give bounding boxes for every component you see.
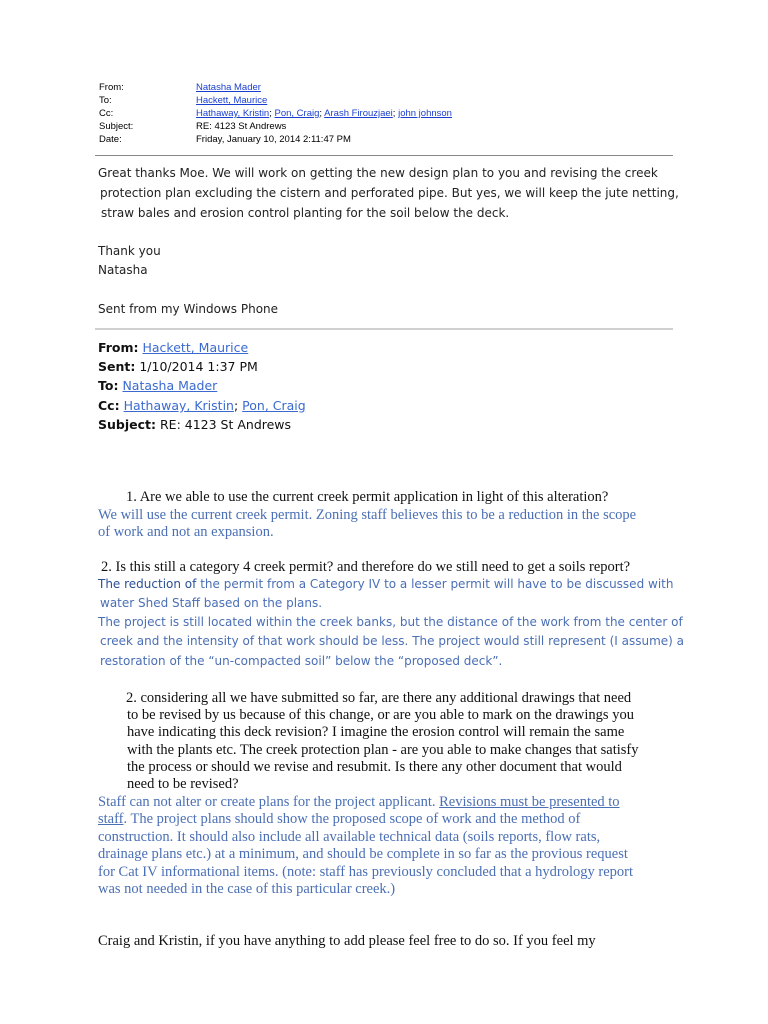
header-cc-link[interactable]: Hathaway, Kristin [196, 108, 270, 119]
question-3-line: have indicating this deck revision? I imagine the erosion control will remain the same [127, 724, 625, 740]
cc-separator: ; [392, 108, 399, 119]
answer-3-underlined: staff [98, 811, 124, 827]
reply-line: Great thanks Moe. We will work on getting the new design plan to you and revising the creek [98, 166, 658, 180]
answer-3-line [98, 794, 620, 811]
reply-thanks: Thank you [98, 244, 161, 258]
question-3-line: 2. considering all we have submitted so far, are there any additional drawings that need [126, 690, 632, 706]
header-date-value: Friday, January 10, 2014 2:11:47 PM [196, 134, 351, 145]
quoted-cc-row [98, 398, 306, 413]
quoted-to-row [98, 378, 217, 393]
header-date-label: Date: [99, 134, 122, 145]
quoted-subject-row [98, 417, 291, 432]
quoted-from-row [98, 340, 248, 355]
question-3-line: need to be revised? [127, 776, 239, 792]
quoted-cc-label: Cc: [98, 398, 120, 413]
quoted-sent-row [98, 359, 258, 374]
quoted-from-label: From: [98, 340, 139, 355]
answer-1-line: We will use the current creek permit. Zoning staff believes this to be a reduction in the scope [98, 507, 637, 523]
answer-2-line: creek and the intensity of that work should be less. The project would still represent (I assume) a [100, 634, 684, 648]
answer-3-line [98, 811, 580, 828]
answer-2-line: The project is still located within the creek banks, but the distance of the work from the center of [98, 615, 683, 629]
reply-signature: Natasha [98, 263, 148, 277]
header-subject-label: Subject: [99, 121, 134, 132]
quoted-cc-link[interactable]: Pon, Craig [242, 398, 306, 413]
reply-line: straw bales and erosion control planting for the soil below the deck. [101, 206, 510, 220]
quote-divider [95, 328, 673, 330]
answer-3-line: drainage plans etc.) at a minimum, and should be complete in so far as the provious request [98, 846, 628, 862]
answer-3-text: . The project plans should show the proposed scope of work and the method of [123, 811, 581, 827]
answer-3-line: was not needed in the case of this particular creek.) [98, 881, 396, 897]
header-cc-label: Cc: [99, 108, 114, 119]
cc-separator: ; [269, 108, 275, 119]
reply-sent-from: Sent from my Windows Phone [98, 302, 279, 316]
quoted-subject-label: Subject: [98, 417, 156, 432]
answer-2-lead: The reduction of [98, 577, 197, 591]
quoted-sent-value: 1/10/2014 1:37 PM [139, 359, 258, 374]
header-cc-link[interactable]: john johnson [398, 108, 452, 119]
answer-3-line: for Cat IV informational items. (note: staff has previously concluded that a hydrology report [98, 864, 634, 880]
header-cc-list [196, 107, 452, 120]
answer-3-line: construction. It should also include all available technical data (soils reports, flow rats, [98, 829, 601, 845]
header-divider [95, 155, 673, 156]
answer-2-rest: the permit from a Category IV to a lesser permit will have to be discussed with [196, 577, 674, 591]
answer-3-underlined: Revisions must be presented to [439, 794, 620, 810]
answer-2-line: water Shed Staff based on the plans. [100, 596, 323, 610]
question-3-line: with the plants etc. The creek protection plan - are you able to make changes that satisfy [127, 742, 639, 758]
header-to-link[interactable]: Hackett, Maurice [196, 95, 268, 106]
quoted-from-link[interactable]: Hackett, Maurice [142, 340, 249, 355]
cc-separator: ; [319, 108, 325, 119]
header-from-label: From: [99, 82, 124, 93]
question-1: 1. Are we able to use the current creek permit application in light of this alteration? [126, 489, 609, 505]
header-cc-link[interactable]: Arash Firouzjaei [324, 108, 393, 119]
quoted-cc-link[interactable]: Hathaway, Kristin [123, 398, 234, 413]
header-cc-link[interactable]: Pon, Craig [274, 108, 320, 119]
answer-3-text: Staff can not alter or create plans for the project applicant. [98, 794, 440, 810]
closing-line: Craig and Kristin, if you have anything to add please feel free to do so. If you feel my [98, 933, 596, 949]
header-from-link[interactable]: Natasha Mader [196, 82, 261, 93]
quoted-cc-separator: ; [233, 398, 239, 413]
answer-2-line [98, 577, 673, 591]
question-2: 2. Is this still a category 4 creek permit? and therefore do we still need to get a soils report? [101, 559, 631, 575]
reply-line: protection plan excluding the cistern and perforated pipe. But yes, we will keep the jute netting, [100, 186, 679, 200]
quoted-to-link[interactable]: Natasha Mader [122, 378, 218, 393]
quoted-subject-value: RE: 4123 St Andrews [159, 417, 292, 432]
answer-1-line: of work and not an expansion. [98, 524, 274, 540]
header-subject-value: RE: 4123 St Andrews [196, 121, 287, 132]
question-3-line: to be revised by us because of this change, or are you able to mark on the drawings you [127, 707, 634, 723]
quoted-to-label: To: [98, 378, 119, 393]
quoted-sent-label: Sent: [98, 359, 136, 374]
header-to-label: To: [99, 95, 112, 106]
answer-2-line: restoration of the “un-compacted soil” below the “proposed deck”. [100, 654, 503, 668]
question-3-line: the process or should we revise and resubmit. Is there any other document that would [127, 759, 622, 775]
